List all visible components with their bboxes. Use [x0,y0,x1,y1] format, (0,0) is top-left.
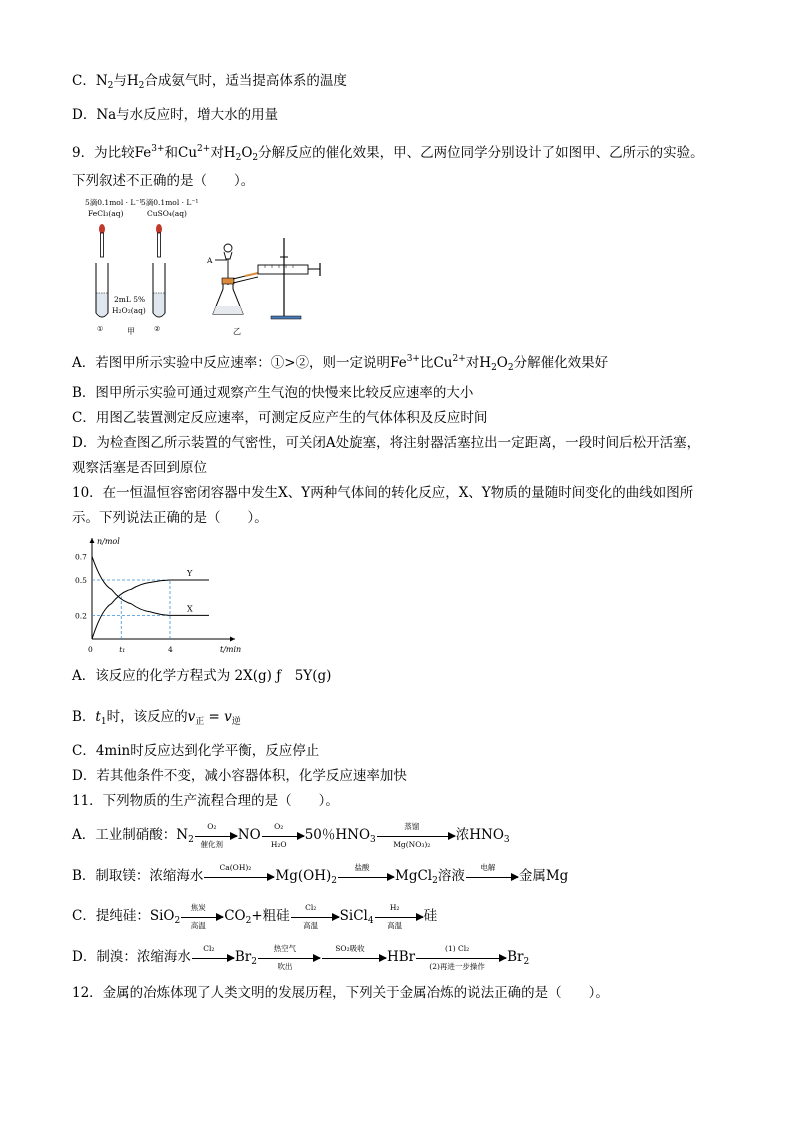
q9-apparatus-figure [75,193,335,338]
q9-option-d-cont: 观察活塞是否回到原位 [72,460,207,476]
q9-option-a: A．若图甲所示实验中反应速率：①>②，则一定说明$Fe^{3+}$比$Cu^{2+}$对$H_2O_2$分解催化效果好 [72,354,609,373]
arrow-icon: 电解 [466,864,518,890]
y-tick-label: 0.7 [75,552,87,562]
x-tick-label: t₁ [119,645,126,654]
figure-jia-label: 甲 [127,327,135,336]
h2o2-label-b: H₂O₂(aq) [112,306,146,315]
arrow-icon: 蒸馏 Mg(NO₃)₂ [377,823,455,849]
x-axis-label: t/min [220,645,242,654]
test-tube-1 [96,263,108,317]
x-tick-label: 4 [168,645,173,654]
q10-option-d: D．若其他条件不变，减小容器体积，化学反应速率加快 [72,768,407,784]
q9-stem: 9．为比较$Fe^{3+}$和$Cu^{2+}$对$H_2O_2$分解反应的催化效果，甲、乙两位同学分别设计了如图甲、乙所示的实验。 [72,144,704,163]
q9-option-c: C．用图乙装置测定反应速率，可测定反应产生的气体体积及反应时间 [72,410,488,426]
q8-option-c: C．$N_2$与$H_2$合成氨气时，适当提高体系的温度 [72,73,347,91]
arrow-icon: Ca(OH)₂ [204,864,274,890]
q8-option-d: D．Na与水反应时，增大水的用量 [72,107,279,123]
dropper1-label-a: 5滴0.1mol · L⁻¹ [85,198,143,207]
q11-option-b: B．制取镁：浓缩海水 Ca(OH)₂ $Mg(OH)_2$ 盐酸 MgCl$_2$溶液 电解 金属Mg [72,863,568,894]
arrow-icon: 焦炭 高温 [181,904,223,930]
q11-option-a: A．工业制硝酸：$N_2$ O₂ 催化剂 NO $\frac{\text{O₂}}{\text{H₂O}}$ 50％$HNO_3$ 蒸馏 Mg(NO₃)₂ 浓$HNO_3$ [72,821,510,849]
dropper2-label-b: CuSO₄(aq) [147,209,187,218]
arrow-icon: O₂ 催化剂 [195,823,237,849]
figure-yi-label: 乙 [233,327,241,336]
q10-stem-2: 示。下列说法正确的是（ ）。 [72,510,268,526]
q12-stem: 12．金属的冶炼体现了人类文明的发展历程，下列关于金属冶炼的说法正确的是（ ）。 [72,985,609,1001]
arrow-icon: 热空气 吹出 [258,945,320,971]
q9-option-d: D．为检查图乙所示装置的气密性，可关闭A处旋塞，将注射器活塞拉出一定距离，一段时间后松开活塞， [72,435,701,451]
arrow-icon: H₂ 高温 [375,904,423,930]
stopcock-a-label: A [207,256,213,265]
h2o2-label-a: 2mL 5% [114,295,146,304]
x-tick-label: 0 [88,645,93,654]
arrow-icon: $\frac{\text{O₂}}{\text{H₂O}}$ [262,823,304,849]
dropper1-icon [99,224,105,257]
q10-option-c: C．4min时反应达到化学平衡，反应停止 [72,743,320,759]
arrow-icon: Cl₂ [192,945,234,971]
y-tick-label: 0.5 [75,576,87,585]
q11-stem: 11．下列物质的生产流程合理的是（ ）。 [72,793,339,809]
arrow-icon: (1) Cl₂ (2)再进一步操作 [416,945,506,971]
series-label: X [187,604,193,614]
y-tick-label: 0.2 [75,611,87,621]
q9-stem-2: 下列叙述不正确的是（ ）。 [72,173,255,189]
x-axis-arrow-icon [230,637,235,642]
arrow-icon: SO₂吸收 [322,945,386,971]
q11-option-d: D．制溴：浓缩海水 Cl₂ $Br_2$ 热空气 吹出 SO₂吸收 HBr (1) Cl₂ (2)再进一步操作 $Br_2$ [72,943,530,971]
dropper2-icon [156,224,162,257]
series-label: Y [187,569,193,578]
y-axis-label: n/mol [97,537,120,546]
dropper2-label-a: 5滴0.1mol · L⁻¹ [141,198,199,207]
tube1-circle-label: ① [97,325,104,333]
q10-option-b: B．$t_1$时，该反应的$v_正 = v_逆$ [72,709,241,727]
q10-option-a: A．该反应的化学方程式为 2X(g) ƒ 5Y(g) [72,668,332,684]
tube2-circle-label: ② [154,325,161,333]
flask-apparatus [206,238,320,319]
dropper1-label-b: FeCl₃(aq) [88,209,124,218]
y-axis-arrow-icon [90,538,95,543]
q11-option-c: C．提纯硅：SiO$_2$ 焦炭 高温 $CO_2+$粗硅 Cl₂ 高温 SiCl$_4$ H₂ 高温 硅 [72,902,438,930]
test-tube-2 [153,263,165,317]
q10-chart [70,530,250,660]
q9-option-b: B．图甲所示实验可通过观察产生气泡的快慢来比较反应速率的大小 [72,385,474,401]
arrow-icon: Cl₂ 高温 [291,904,339,930]
arrow-icon: 盐酸 [338,864,394,890]
q10-stem: 10．在一恒温恒容密闭容器中发生X、Y两种气体间的转化反应，X、Y物质的量随时间变化的曲线如图所 [72,485,694,501]
